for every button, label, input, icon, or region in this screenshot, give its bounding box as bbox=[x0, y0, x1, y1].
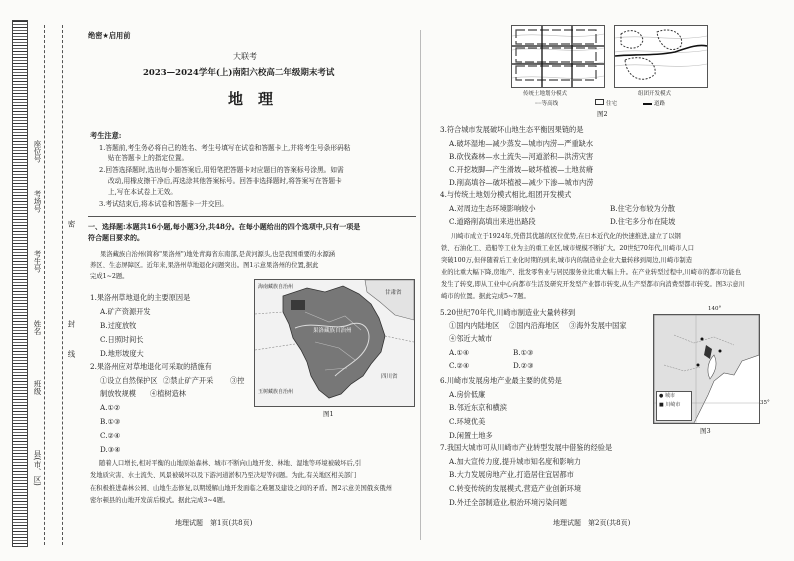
figure-2-left-svg bbox=[512, 26, 604, 87]
passage3-line-3: 突破100万,但伴随着后工业化时期的到来,城市内的制造业企业大量转移到周边,川崎市制造 bbox=[441, 257, 693, 264]
q5-item-3: ③海外发展中国家 bbox=[569, 321, 627, 330]
figure-2-right-svg bbox=[615, 26, 707, 87]
passage2-line-3: 在积极推进森林公园、山地生态修复,以期缓解山地开发面临之难题及建设之间的矛盾。图2示意美国俄亥俄州 bbox=[90, 485, 392, 492]
lots-row1 bbox=[516, 30, 596, 44]
passage1-line-1: 果洛藏族自治州(简称"果洛州")地处青海省东南部,是黄河源头,也是我国重要的水源涵 bbox=[100, 251, 336, 258]
contours-left bbox=[512, 34, 604, 78]
footer-left: 地理试题 第1页(共8页) bbox=[175, 519, 253, 527]
subject-title: 地 理 bbox=[228, 90, 274, 108]
notice-line-1: 1.答题前,考生务必将自己的姓名、考生号填写在试卷和答题卡上,并将考生号条形码粘 bbox=[99, 144, 351, 152]
barcode-box bbox=[12, 20, 28, 547]
q2-stem: 2.果洛州应对草地退化可采取的措施有 bbox=[90, 362, 212, 371]
fig3-lon-label: 140° bbox=[708, 306, 722, 312]
fig1-label-gansu: 甘肃省 bbox=[385, 290, 402, 296]
name-label: 姓名 bbox=[33, 320, 42, 335]
q7-option-b: B.大力发展房地产业,打造居住宜居都市 bbox=[449, 470, 574, 479]
passage2-line-1: 随着人口增长,相对平衡的山地原始森林、城市不断向山地开发、林地、湿地等环境被破坏后,引 bbox=[99, 460, 362, 467]
figure-3-map bbox=[653, 314, 760, 424]
q7-option-a: A.加大宣传力度,提升城市知名度和影响力 bbox=[449, 457, 581, 466]
q7-option-c: C.转变传统的发展模式,营造产业创新环境 bbox=[449, 484, 582, 493]
contours-right bbox=[615, 36, 707, 66]
fig2-legend-contour: ┉┉等高线 bbox=[535, 101, 559, 107]
seat-number-label: 座位号 bbox=[33, 140, 42, 163]
q3-option-d: D.削高填谷—破坏植被—减少下渗—城市内涝 bbox=[449, 178, 594, 187]
cluster-3 bbox=[625, 58, 655, 80]
q3-option-b: B.砍伐森林—水土流失—河道淤积—洪涝灾害 bbox=[449, 152, 594, 161]
q5-item-2: ②国内沿海地区 bbox=[509, 321, 560, 330]
fig2-legend-house-text: 住宅 bbox=[606, 101, 618, 107]
north-inset bbox=[291, 300, 305, 310]
q2-option-b: B.①③ bbox=[100, 417, 121, 426]
passage3-line-6: 崎市的位置。据此完成5~7题。 bbox=[441, 293, 530, 300]
cluster-2 bbox=[657, 30, 682, 50]
separator bbox=[88, 216, 416, 217]
figure-3-caption: 图3 bbox=[700, 427, 711, 435]
q1-option-b: B.过度放牧 bbox=[100, 321, 137, 330]
binding-line-outer bbox=[44, 25, 45, 545]
binding-strip bbox=[0, 20, 80, 550]
figure-1-caption: 图1 bbox=[323, 410, 334, 418]
exam-org: 大联考 bbox=[233, 52, 257, 61]
county-label: 县(市、区) bbox=[33, 450, 42, 486]
cluster-1 bbox=[621, 31, 643, 48]
q5-option-c: C.②④ bbox=[449, 361, 470, 370]
q6-stem: 6.川崎市发展房地产业最主要的优势是 bbox=[440, 376, 562, 385]
q6-option-d: D.闲置土地多 bbox=[449, 431, 493, 440]
q3-stem: 3.符合城市发展破坏山地生态平衡因果链的是 bbox=[440, 125, 584, 134]
q2-item-4: ④植树造林 bbox=[150, 389, 186, 398]
q5-item-1: ①国内内陆地区 bbox=[449, 321, 500, 330]
passage1-line-3: 完成1~2题。 bbox=[90, 273, 129, 280]
q1-option-c: C.日照时间长 bbox=[100, 335, 144, 344]
q1-option-d: D.地形坡度大 bbox=[100, 349, 144, 358]
q5-stem: 5.20世纪70年代,川崎市制造业大量转移到 bbox=[440, 308, 576, 317]
q5-item-4: ④邻近大城市 bbox=[449, 334, 493, 343]
q3-option-a: A.破坏湿地—减少蒸发—城市内涝—严重缺水 bbox=[449, 139, 594, 148]
q2-option-c: C.②④ bbox=[100, 431, 121, 440]
q2-option-d: D.③④ bbox=[100, 445, 121, 454]
fig1-label-hainan: 海南藏族自治州 bbox=[258, 284, 294, 290]
city-dot-1 bbox=[701, 338, 704, 341]
secret-label: 绝密★启用前 bbox=[88, 31, 131, 40]
passage1-line-2: 养区、生态屏障区。近年来,果洛州草地退化问题突出。图1示意果洛州的位置,据此 bbox=[90, 262, 319, 269]
passage2-line-2: 发地质灾害、水土流失、风景被破坏以及下游河道淤积乃至决堤等问题。为此,有关地区相关部门 bbox=[90, 472, 357, 479]
notice-line-5: 上,写在本试卷上无效。 bbox=[108, 188, 177, 196]
q1-stem: 1.果洛州草地退化的主要原因是 bbox=[90, 293, 191, 302]
page-divider bbox=[420, 30, 421, 540]
exam-room-label: 考场号 bbox=[33, 190, 42, 213]
figure-2-caption: 图2 bbox=[597, 110, 608, 118]
q2-item-3-cont: 制放牧规模 bbox=[100, 389, 136, 398]
q2-item-3: ③控 bbox=[230, 376, 245, 385]
figure-1-map bbox=[254, 279, 415, 407]
fig1-label-guoluo: 果洛藏族自治州 bbox=[313, 328, 352, 334]
fig3-legend-city: ● 城市 bbox=[659, 393, 675, 399]
fig3-legend-city-text: 城市 bbox=[664, 393, 675, 399]
q4-option-a: A.对周边生态环境影响较小 bbox=[449, 204, 536, 213]
q7-option-d: D.外迁全部制造业,根治环境污染问题 bbox=[449, 498, 567, 507]
q4-option-b: B.住宅分布较为分散 bbox=[610, 204, 676, 213]
fig3-lat-label: 35° bbox=[760, 400, 770, 406]
exam-title: 2023—2024学年(上)南阳六校高二年级期末考试 bbox=[143, 68, 335, 78]
q4-stem: 4.与传统土地划分模式相比,组团开发模式 bbox=[440, 190, 572, 199]
q5-option-d: D.②③ bbox=[513, 361, 534, 370]
notice-title: 考生注意: bbox=[90, 131, 122, 140]
class-label: 班级 bbox=[33, 380, 42, 395]
fig2-legend-road bbox=[643, 99, 665, 107]
binding-line-inner bbox=[62, 25, 63, 545]
fig2-right-caption: 组团开发模式 bbox=[638, 91, 672, 97]
passage3-line-2: 铁、石油化工、造船等工业为主的重工业区,城市规模不断扩大。20世纪70年代,川崎市人口 bbox=[441, 245, 695, 252]
section-heading-1: 一、选择题:本题共16小题,每小题3分,共48分。在每小题给出的四个选项中,只有一项是 bbox=[88, 222, 361, 231]
q7-stem: 7.我国大城市可从川崎市产业转型发展中借鉴的经验是 bbox=[440, 443, 613, 452]
fig1-label-yushu: 玉树藏族自治州 bbox=[258, 389, 294, 395]
notice-line-2: 贴在答题卡上的指定位置。 bbox=[108, 154, 189, 162]
q2-option-a: A.①② bbox=[100, 403, 121, 412]
passage3-line-1: 川崎市成立于1924年,凭借其优越的区位优势,在日本近代化的快速推进,建立了以钢 bbox=[451, 233, 681, 240]
fig3-legend-kawasaki: ■ 川崎市 bbox=[659, 402, 681, 408]
q1-option-a: A.矿产资源开发 bbox=[100, 307, 151, 316]
q3-option-c: C.开挖坡脚—产生滑坡—破坏植被—土地贫瘠 bbox=[449, 165, 594, 174]
fig2-legend-road-text: 道路 bbox=[654, 101, 666, 107]
notice-line-4: 改动,用橡皮擦干净后,再选涂其他答案标号。回答非选择题时,将答案写在答题卡 bbox=[108, 177, 342, 185]
section-heading-2: 符合题目要求的。 bbox=[88, 233, 144, 242]
q6-option-c: C.环境优美 bbox=[449, 417, 486, 426]
fig2-left-caption: 传统土地划分模式 bbox=[523, 91, 568, 97]
q2-item-2: ②禁止矿产开采 bbox=[163, 376, 214, 385]
passage3-line-4: 业的比重大幅下降,房地产、批发零售业与居民服务业比重大幅上升。在产业转型过程中,川崎市的都市功能也 bbox=[441, 269, 741, 276]
fig2-legend-contour-text: 等高线 bbox=[541, 101, 559, 107]
city-dot-2 bbox=[719, 350, 722, 353]
passage3-line-5: 发生了转变,即从工业中心向都市生活及研究开发型产业都市转变,从生产型都市向消费型都市转变。图3示意川 bbox=[441, 281, 745, 288]
passage2-line-4: 密尔顿县的山地开发前后模式。据此完成3~4题。 bbox=[90, 497, 230, 504]
fig3-legend-kawasaki-text: 川崎市 bbox=[665, 402, 681, 408]
q6-option-b: B.邻近东京和横滨 bbox=[449, 403, 507, 412]
line-mark: 线 bbox=[67, 350, 76, 358]
exam-number-label: 考生号 bbox=[33, 250, 42, 273]
fig2-legend-house bbox=[595, 99, 617, 107]
q6-option-a: A.房价低廉 bbox=[449, 390, 486, 399]
q4-option-d: D.住宅多分布在陡坡 bbox=[610, 217, 676, 226]
q2-item-1: ①设立自然保护区 bbox=[100, 376, 158, 385]
q5-option-a: A.①④ bbox=[449, 348, 470, 357]
seal-mark: 密 bbox=[67, 220, 76, 228]
q5-option-b: B.①③ bbox=[513, 348, 534, 357]
notice-line-6: 3.考试结束后,将本试卷和答题卡一并交回。 bbox=[99, 200, 228, 208]
fig1-label-sichuan: 四川省 bbox=[381, 374, 398, 380]
figure-2-right-map bbox=[614, 25, 708, 88]
notice-line-3: 2.回答选择题时,选出每小题答案后,用铅笔把答题卡对应题目的答案标号涂黑。如需 bbox=[99, 166, 344, 174]
fig3-legend-box bbox=[656, 391, 692, 421]
q4-option-c: C.道路削高填出来进出路段 bbox=[449, 217, 536, 226]
figure-2 bbox=[511, 25, 706, 111]
city-dot-3 bbox=[697, 364, 700, 367]
footer-right: 地理试题 第2页(共8页) bbox=[553, 519, 631, 527]
fold-mark: 封 bbox=[67, 320, 76, 328]
figure-2-left-map bbox=[511, 25, 605, 88]
